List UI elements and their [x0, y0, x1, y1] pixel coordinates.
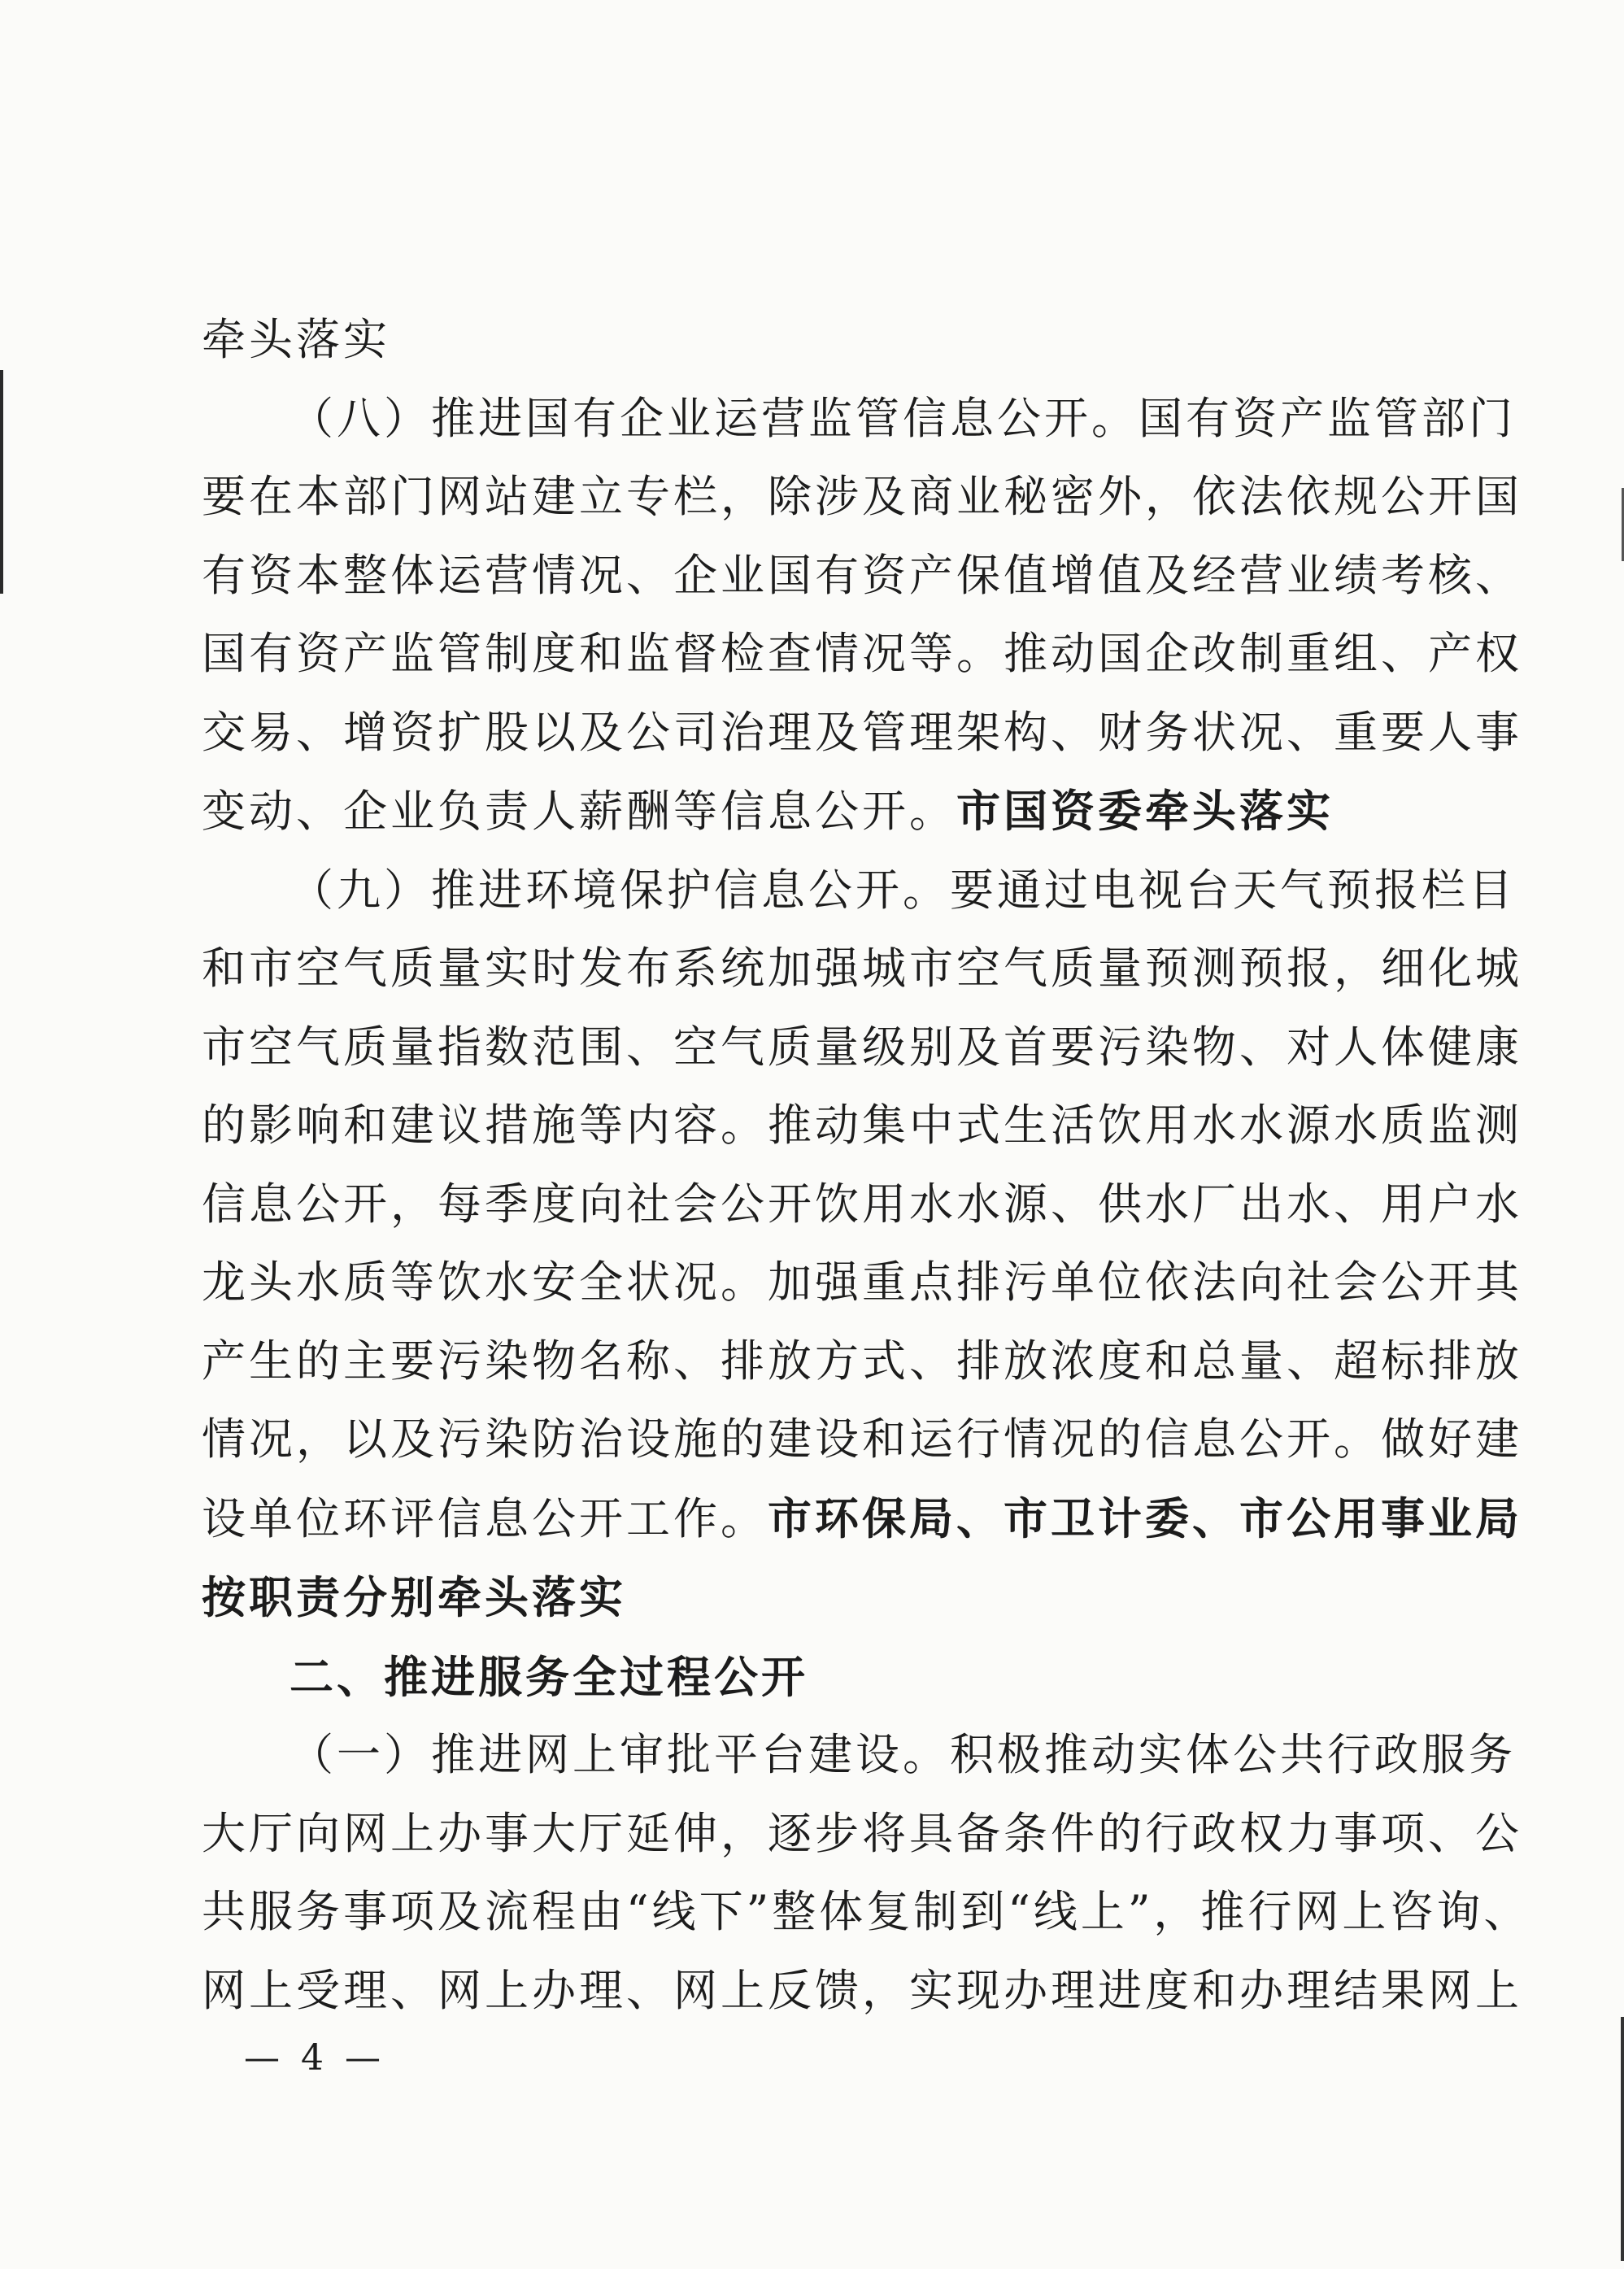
text-line: 交易、增资扩股以及公司治理及管理架构、财务状况、重要人事 [202, 706, 1522, 758]
text-line: 设单位环评信息公开工作。市环保局、市卫计委、市公用事业局 [202, 1492, 1522, 1544]
text-line: 市空气质量指数范围、空气质量级别及首要污染物、对人体健康 [202, 1021, 1522, 1073]
text-line: 龙头水质等饮水安全状况。加强重点排污单位依法向社会公开其 [202, 1256, 1522, 1308]
responsible-unit: 市环保局、市卫计委、市公用事业局 [768, 1492, 1522, 1544]
text-line: 牵头落实 [202, 314, 390, 365]
responsible-unit: 市国资委牵头落实 [956, 785, 1334, 837]
text-line: 要在本部门网站建立专栏，除涉及商业秘密外，依法依规公开国 [202, 471, 1522, 522]
page-number: — 4 — [244, 2037, 385, 2079]
text-line [202, 1558, 1405, 1638]
text-line: 产生的主要污染物名称、排放方式、排放浓度和总量、超标排放 [202, 1335, 1522, 1387]
text-line: 网上受理、网上办理、网上反馈，实现办理进度和办理结果网上 [202, 1964, 1522, 2016]
text-line: 共服务事项及流程由“线下”整体复制到“线上”，推行网上咨询、 [202, 1886, 1531, 1937]
scan-edge-mark [0, 370, 3, 594]
text-line: （九）推进环境保护信息公开。要通过电视台天气预报栏目 [290, 864, 1516, 916]
responsible-unit: 按职责分别牵头落实 [202, 1571, 626, 1623]
scan-edge-mark [1621, 2017, 1624, 2261]
section-heading: 二、推进服务全过程公开 [290, 1650, 808, 1703]
text-line: （一）推进网上审批平台建设。积极推动实体公共行政服务 [290, 1729, 1516, 1780]
document-body [202, 301, 1531, 2030]
text-line: 的影响和建议措施等内容。推动集中式生活饮用水水源水质监测 [202, 1100, 1522, 1151]
text-line: 有资本整体运营情况、企业国有资产保值增值及经营业绩考核、 [202, 549, 1522, 601]
text-line: （八）推进国有企业运营监管信息公开。国有资产监管部门 [290, 392, 1516, 444]
text-line: 和市空气质量实时发布系统加强城市空气质量预测预报，细化城 [202, 943, 1522, 994]
text-line: 国有资产监管制度和监督检查情况等。推动国企改制重组、产权 [202, 628, 1522, 679]
text-line: 大厅向网上办事大厅延伸，逐步将具备条件的行政权力事项、公 [202, 1807, 1522, 1859]
text-line: 信息公开，每季度向社会公开饮用水水源、供水厂出水、用户水 [202, 1178, 1522, 1230]
text-line: 变动、企业负责人薪酬等信息公开。市国资委牵头落实 [202, 785, 1334, 837]
text-line: 情况，以及污染防治设施的建设和运行情况的信息公开。做好建 [202, 1413, 1522, 1465]
